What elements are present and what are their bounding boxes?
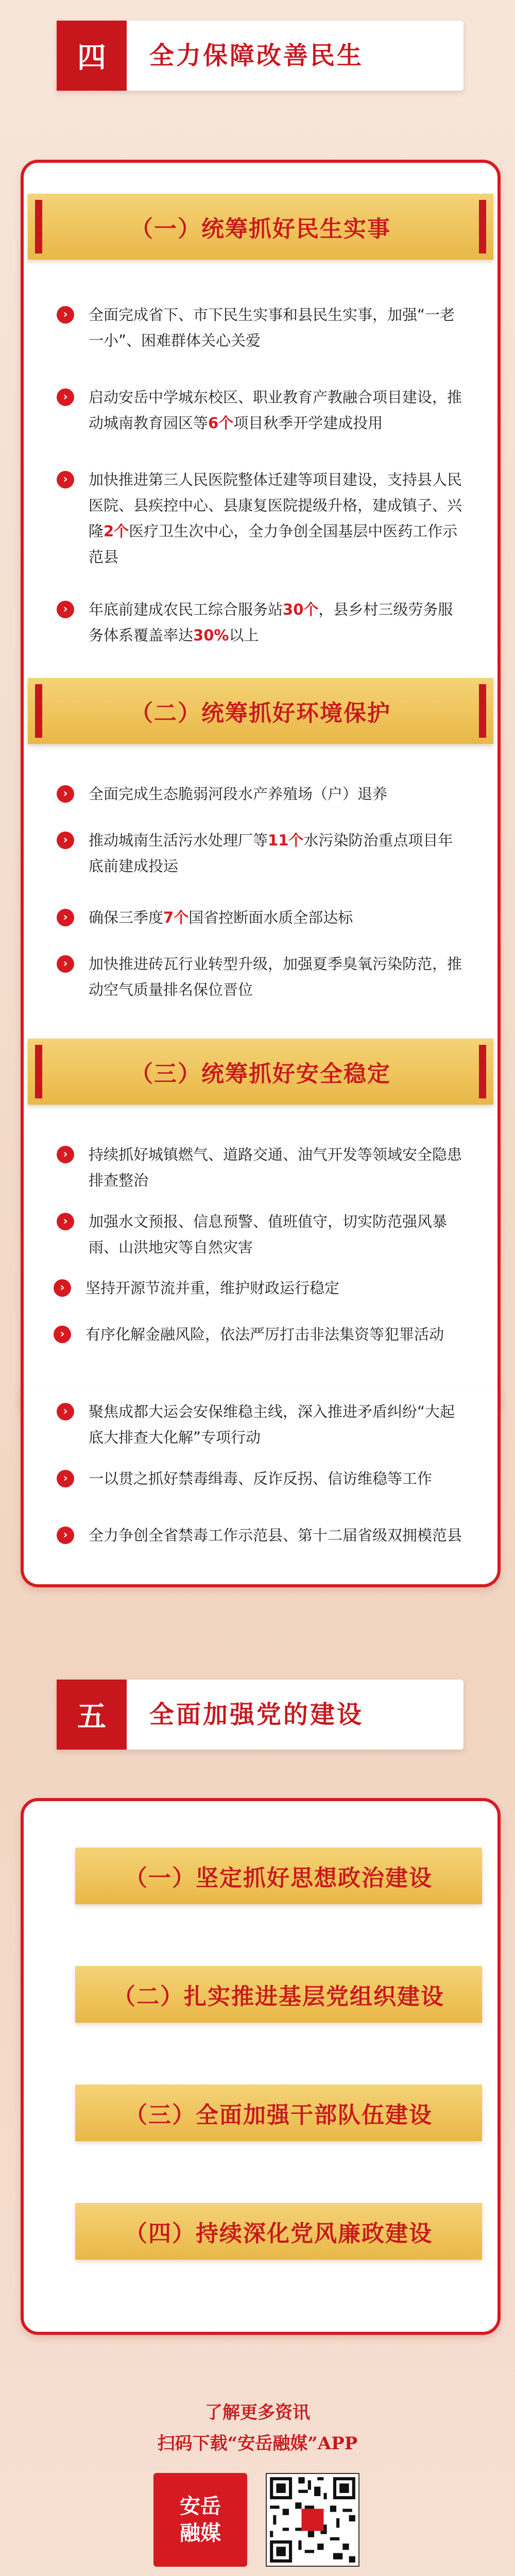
chevron-right-icon: › <box>57 909 74 926</box>
section5-item-2: （二）扎实推进基层党组织建设 <box>75 1966 482 2023</box>
chevron-right-icon: › <box>57 832 74 849</box>
chevron-right-icon: › <box>57 1470 74 1487</box>
section5-title: 全面加强党的建设 <box>149 1700 364 1729</box>
section4-card-continued: › 聚焦成都大运会安保维稳主线，深入推进矛盾纠纷“大起底大排查大化解”专项行动 › 一以贯之抓好禁毒缉毒、反诈反拐、信访维稳等工作 › 全力争创全省禁毒工作示范县、第十二届省级双拥模范县 <box>21 1388 501 1587</box>
chevron-right-icon: › <box>57 306 74 324</box>
chevron-right-icon: › <box>57 1527 74 1544</box>
section5-item-3: （三）全面加强干部队伍建设 <box>75 2084 482 2141</box>
sub1-banner <box>28 194 493 260</box>
chevron-right-icon: › <box>57 1403 74 1420</box>
chevron-right-icon: › <box>57 1213 74 1230</box>
chevron-right-icon: › <box>57 955 74 973</box>
chevron-right-icon: › <box>54 1326 71 1343</box>
sub3-banner <box>28 1039 493 1105</box>
chevron-right-icon: › <box>57 388 74 406</box>
section5-card <box>21 1798 501 2335</box>
section5-header <box>57 1680 464 1750</box>
sub2-title: （二）统筹抓好环境保护 <box>130 700 391 726</box>
sub3-title: （三）统筹抓好安全稳定 <box>130 1061 391 1087</box>
chevron-right-icon: › <box>57 785 74 803</box>
section5-number: 五 <box>57 1680 127 1750</box>
chevron-right-icon: › <box>54 1279 71 1297</box>
qr-code[interactable] <box>266 2473 359 2567</box>
section4-title: 全力保障改善民生 <box>149 41 364 70</box>
section4-card: （一）统筹抓好民生实事 › 全面完成省下、市下民生实事和县民生实事，加强“一老一小”、困难群体关心关爱 › 启动安岳中学城东校区、职业教育产教融合项目建设，推动城南教育园区等6个项目秋季开学建成投用 › 加快推进第三人民医院整体迁建等项目建设，支持县人民医院、县疾控中心、县康复医院提级升格，建成镇子、兴隆2个医疗卫生次中心，全力争创全国基层中医药工作示范县 › 年底前建成农民工综合服务站30个，县乡村三级劳务服务体系覆盖率达30%以上 （二）统筹抓好环境保护 › 全面完成生态脆弱河段水产养殖场（户）退养 › 推动城南生活污水处理厂等11个水污染防治重点项目年底前建成投运 › 确保三季度7个国省控断面水质全部达标 › 加快推进砖瓦行业转型升级，加强夏季臭氧污染防范，推动空气质量排名保位晋位 （三）统筹抓好安全稳定 › 持续抓好城镇燃气、道路交通、油气开发等领域安全隐患排查整治 › 加强水文预报、信息预警、值班值守，切实防范强风暴雨、山洪地灾等自然灾害 <box>21 160 501 1418</box>
sub1-title: （一）统筹抓好民生实事 <box>130 216 391 242</box>
section4-header <box>57 21 464 91</box>
qr-code-icon <box>267 2474 358 2566</box>
chevron-right-icon: › <box>57 601 74 618</box>
footer-download-app: 扫码下载“安岳融媒”APP <box>157 2433 358 2454</box>
anyue-media-logo: 安岳 融媒 <box>153 2473 247 2567</box>
section4-number: 四 <box>57 21 127 91</box>
chevron-right-icon: › <box>57 1146 74 1163</box>
section5-item-1: （一）坚定抓好思想政治建设 <box>75 1848 482 1904</box>
chevron-right-icon: › <box>57 471 74 488</box>
sub2-banner <box>28 678 493 744</box>
section5-item-4: （四）持续深化党风廉政建设 <box>75 2203 482 2260</box>
footer-more-info: 了解更多资讯 <box>205 2402 310 2423</box>
